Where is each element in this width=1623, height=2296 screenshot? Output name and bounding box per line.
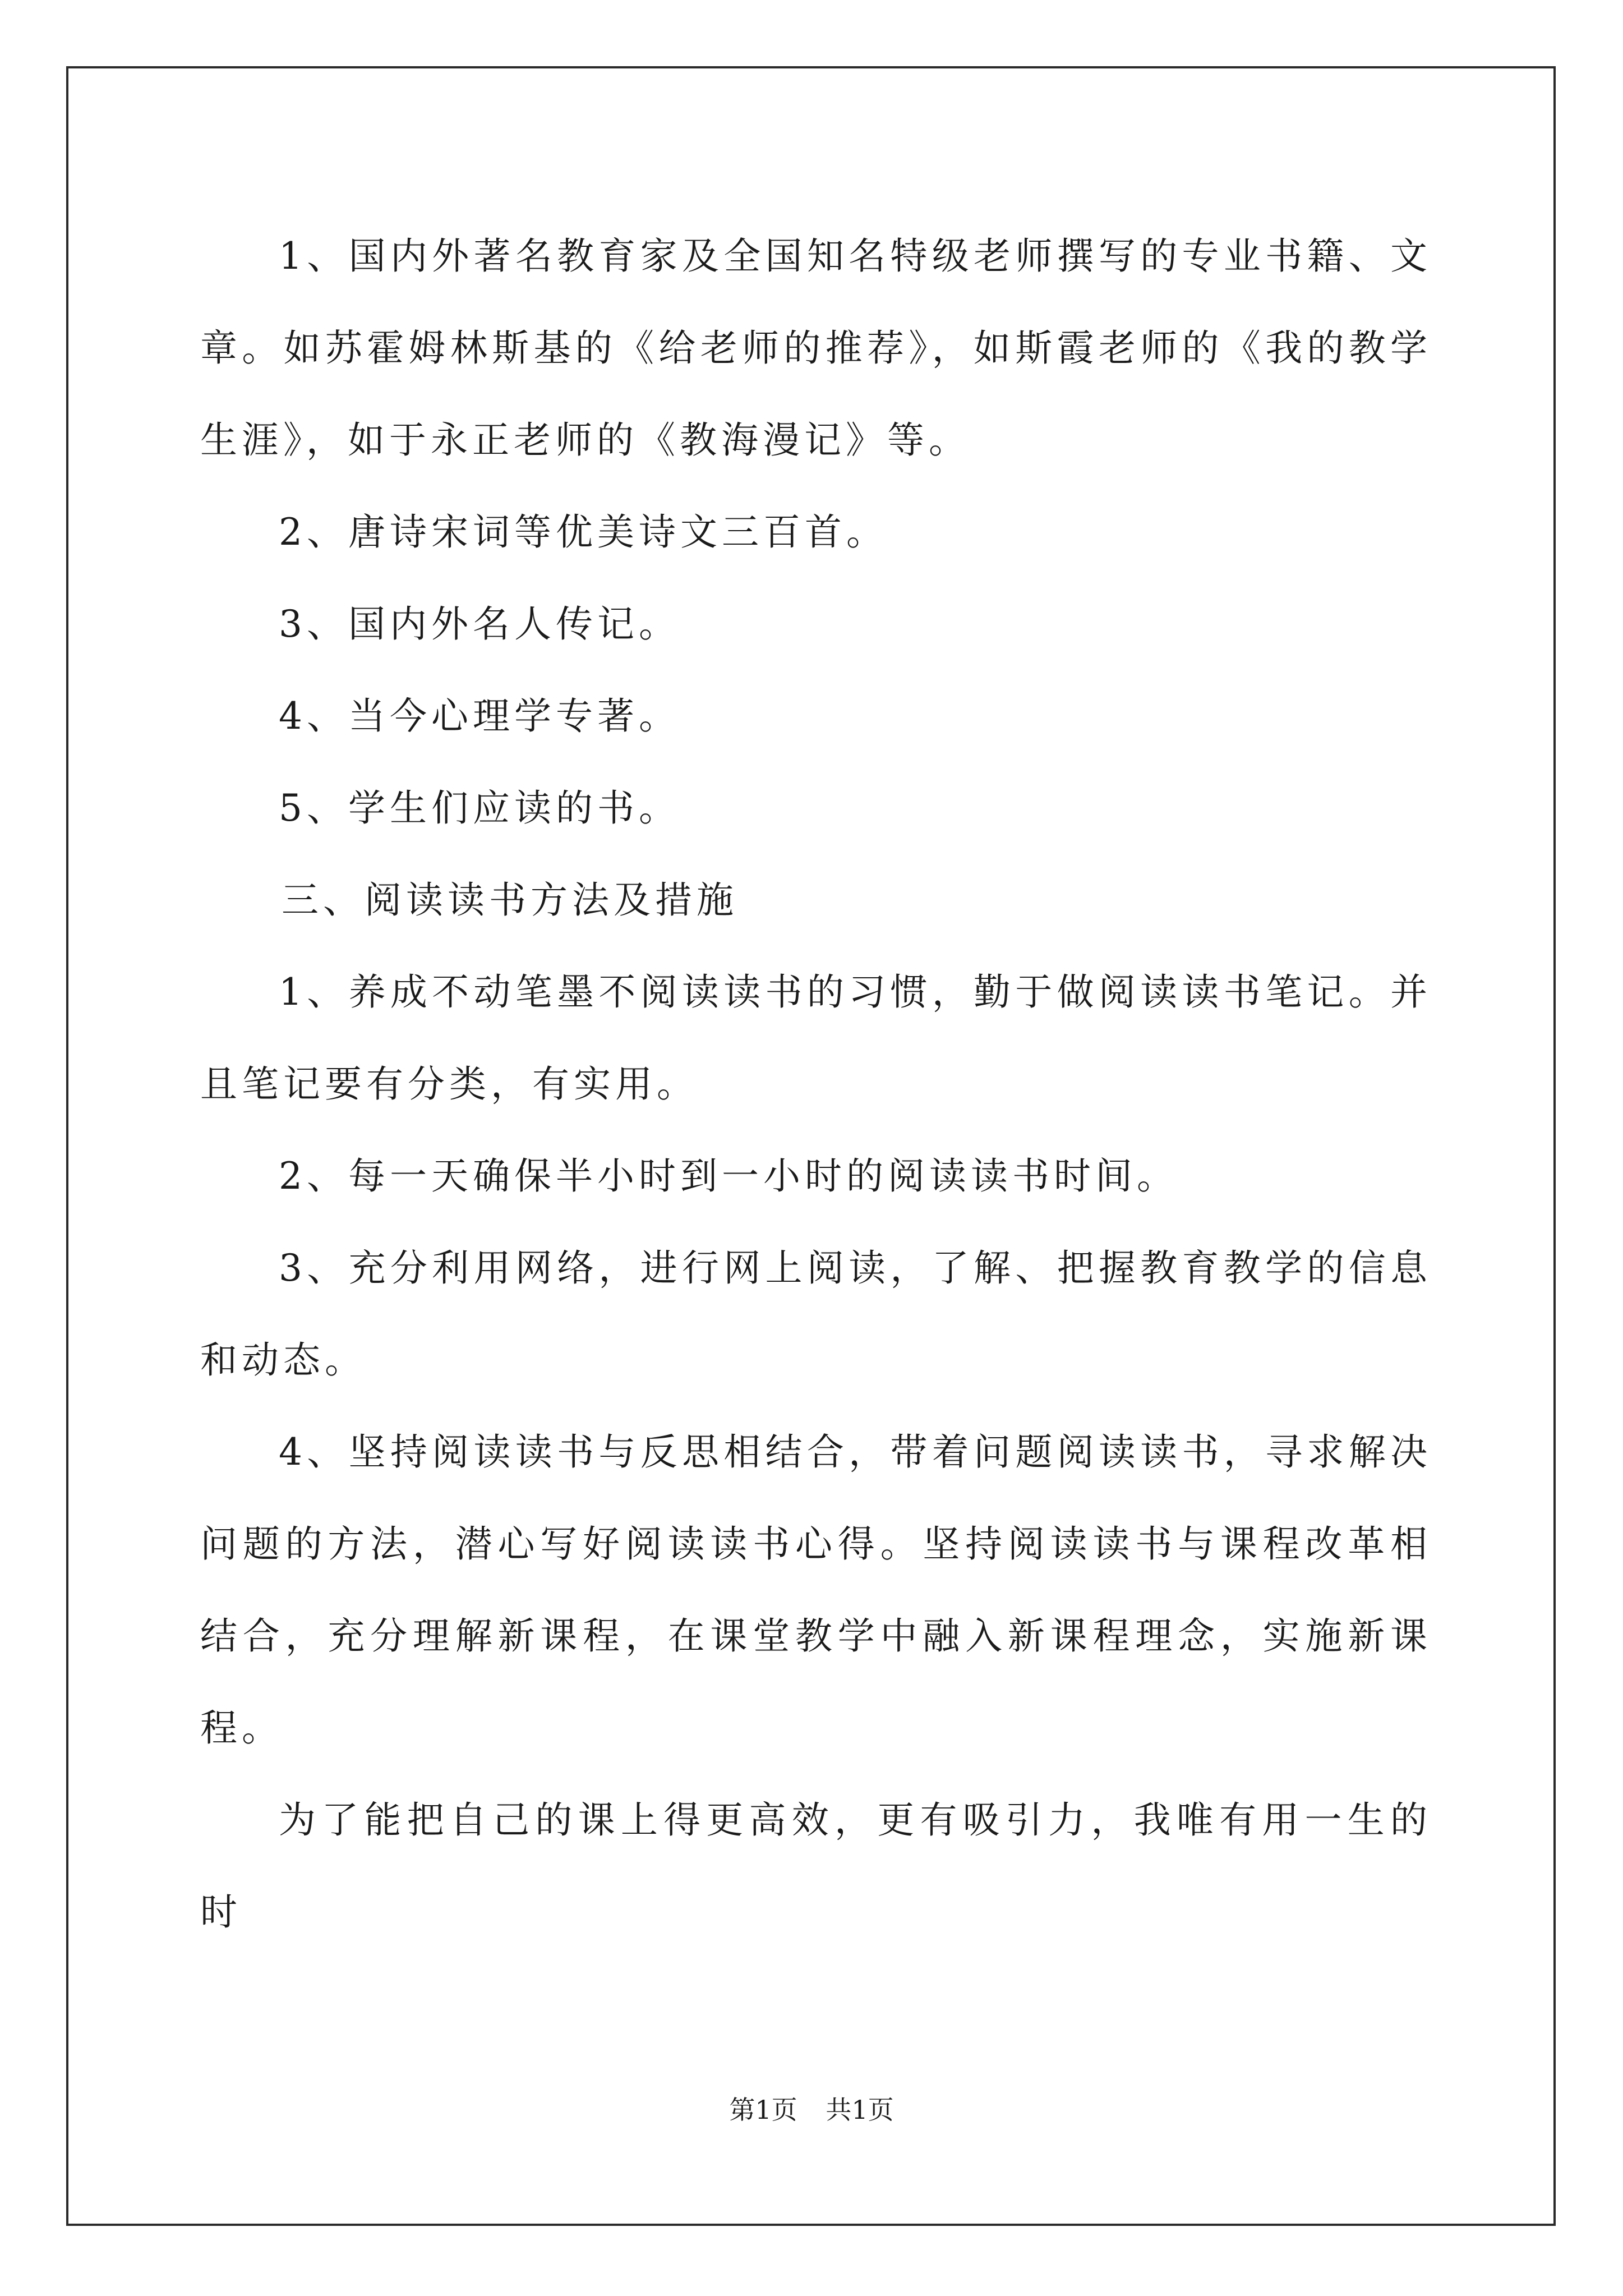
paragraph-10: 为了能把自己的课上得更高效，更有吸引力，我唯有用一生的时 xyxy=(200,1798,1432,1934)
page-number-current: 第1页 xyxy=(729,2095,797,2125)
document-body xyxy=(200,210,1432,1958)
paragraph-2: 2、唐诗宋词等优美诗文三百首。 xyxy=(279,510,888,554)
paragraph-8: 3、充分利用网络，进行网上阅读，了解、把握教育教学的信息和动态。 xyxy=(200,1246,1432,1382)
page-number-total: 共1页 xyxy=(826,2095,894,2125)
paragraph-7: 2、每一天确保半小时到一小时的阅读读书时间。 xyxy=(279,1154,1178,1198)
paragraph-9: 4、坚持阅读读书与反思相结合，带着问题阅读读书，寻求解决问题的方法，潜心写好阅读读书心得。坚持阅读读书与课程改革相结合，充分理解新课程，在课堂教学中融入新课程理念，实施新课程。 xyxy=(200,1430,1432,1750)
paragraph-3: 3、国内外名人传记。 xyxy=(279,602,680,646)
page-footer xyxy=(0,2090,1623,2127)
paragraph-4: 4、当今心理学专著。 xyxy=(279,694,680,738)
paragraph-1: 1、国内外著名教育家及全国知名特级老师撰写的专业书籍、文章。如苏霍姆林斯基的《给老师的推荐》，如斯霞老师的《我的教学生涯》，如于永正老师的《教海漫记》等。 xyxy=(200,234,1432,462)
paragraph-5: 5、学生们应读的书。 xyxy=(279,786,680,830)
paragraph-6: 1、养成不动笔墨不阅读读书的习惯，勤于做阅读读书笔记。并且笔记要有分类，有实用。 xyxy=(200,970,1432,1106)
section-heading: 三、阅读读书方法及措施 xyxy=(282,878,738,922)
